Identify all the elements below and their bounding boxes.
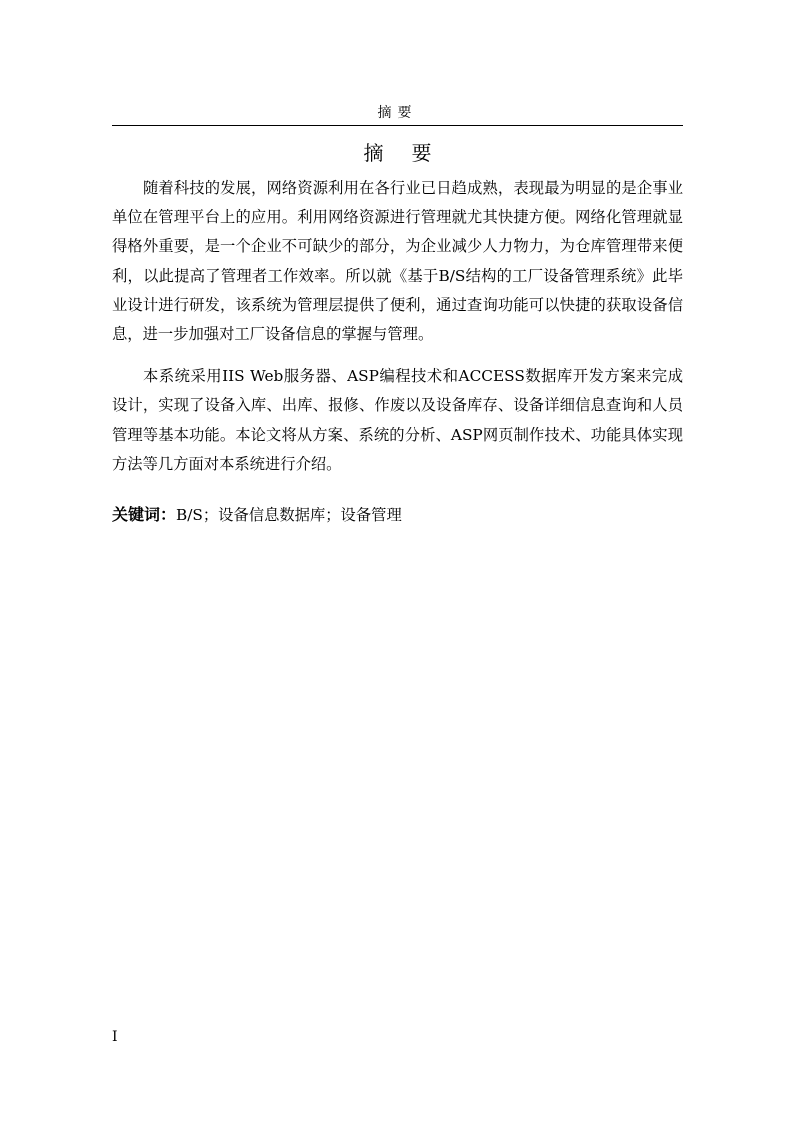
abstract-body (112, 174, 683, 479)
keywords-label: 关键词： (112, 505, 177, 524)
abstract-paragraph-1: 随着科技的发展，网络资源利用在各行业已日趋成熟，表现最为明显的是企事业单位在管理平台上的应用。利用网络资源进行管理就尤其快捷方便。网络化管理就显得格外重要，是一个企业不可缺少的部分，为企业减少人力物力，为仓库管理带来便利，以此提高了管理者工作效率。所以就《基于B/S结构的工厂设备管理系统》此毕业设计进行研发，该系统为管理层提供了便利，通过查询功能可以快捷的获取设备信息，进一步加强对工厂设备信息的掌握与管理。 (112, 179, 683, 344)
running-header: 摘要 (377, 105, 418, 121)
page-number: I (112, 1029, 118, 1045)
header-divider (112, 125, 683, 126)
keywords-value: B/S；设备信息数据库；设备管理 (176, 506, 402, 524)
keywords-line (112, 500, 683, 530)
abstract-paragraph-2: 本系统采用IIS Web服务器、ASP编程技术和ACCESS数据库开发方案来完成设计，实现了设备入库、出库、报修、作废以及设备库存、设备详细信息查询和人员管理等基本功能。本论文将从方案、系统的分析、ASP网页制作技术、功能具体实现方法等几方面对本系统进行介绍。 (112, 367, 683, 473)
page-title: 摘要 (363, 141, 460, 165)
